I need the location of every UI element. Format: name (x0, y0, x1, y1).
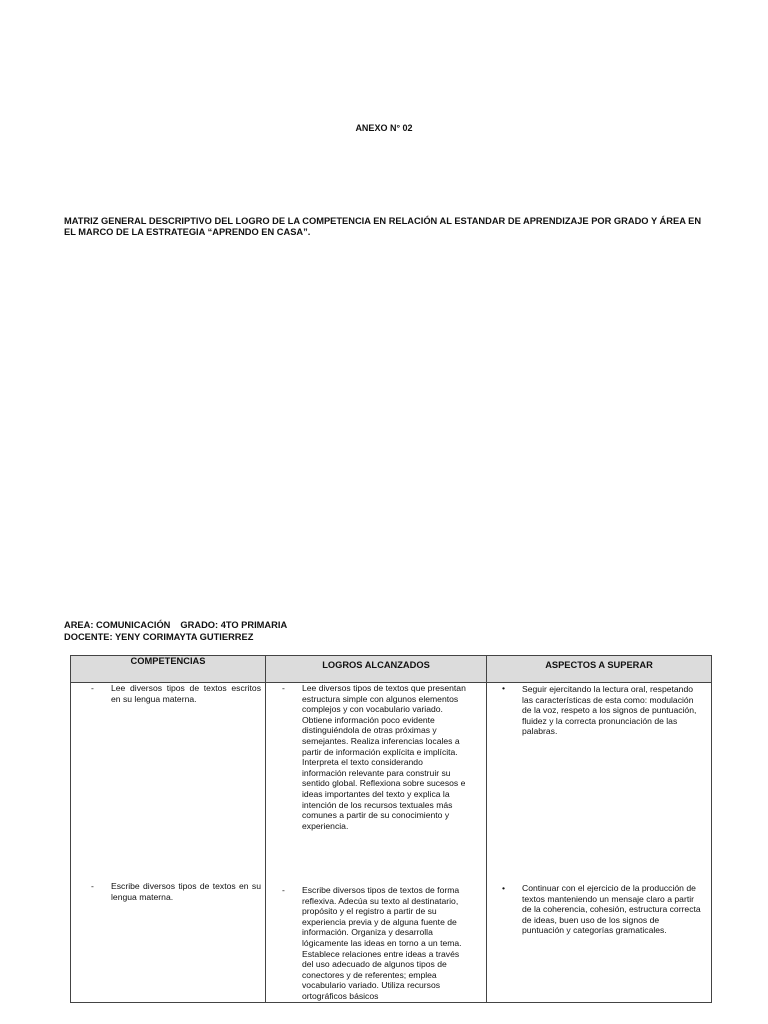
competencias-cell (71, 683, 266, 1003)
table-header-row (71, 656, 712, 683)
improvement-text: Seguir ejercitando la lectura oral, respetando las características de esta como: modulación de la voz, respeto a los signos de puntuación, fluidez y la correcta pronunciación de las palabras. (522, 684, 697, 737)
logros-cell (266, 683, 487, 1003)
grade-label: GRADO: 4TO PRIMARIA (180, 620, 288, 630)
dash-marker: - (91, 683, 94, 693)
dash-marker: - (282, 885, 285, 895)
annex-title: ANEXO N° 02 (355, 123, 413, 133)
bullet-marker: • (502, 883, 506, 893)
achievement-item (282, 869, 466, 1002)
achievement-item (282, 683, 466, 869)
header-aspectos: ASPECTOS A SUPERAR (487, 656, 712, 683)
improvement-item (502, 870, 701, 936)
achievement-text: Escribe diversos tipos de textos de forma reflexiva. Adecúa su texto al destinatario, propósito y el registro a partir de su experiencia previa y de alguna fuente de información. Organiza y desarrolla lógicamente las ideas en torno a un tema. Establece relaciones entre ideas a través del uso adecuado de algunos tipos de conectores y de referentes; emplea vocabulario variado. Utiliza recursos ortográficos básicos (302, 885, 462, 1001)
improvement-text: Continuar con el ejercicio de la producción de textos manteniendo un mensaje claro a partir de la coherencia, cohesión, estructura correcta de ideas, buen uso de los signos de puntuación y categorías gramaticales. (522, 883, 701, 936)
dash-marker: - (91, 881, 94, 891)
competency-text: Lee diversos tipos de textos escritos en su lengua materna. (111, 683, 261, 704)
matrix-title: MATRIZ GENERAL DESCRIPTIVO DEL LOGRO DE LA COMPETENCIA EN RELACIÓN AL ESTANDAR DE APRENDIZAJE POR GRADO Y ÁREA EN EL MARCO DE LA ESTRATEGIA “APRENDO EN CASA”. (64, 216, 702, 237)
table-row (71, 683, 712, 1003)
competency-item (91, 869, 261, 902)
header-logros: LOGROS ALCANZADOS (266, 656, 487, 683)
improvement-item (502, 683, 701, 870)
competency-text: Escribe diversos tipos de textos en su lengua materna. (111, 881, 261, 902)
bullet-marker: • (502, 683, 506, 693)
aspectos-cell (487, 683, 712, 1003)
dash-marker: - (282, 683, 285, 693)
teacher-label: DOCENTE: YENY CORIMAYTA GUTIERREZ (64, 632, 254, 642)
area-grade-line (64, 620, 287, 630)
competency-item (91, 683, 261, 869)
area-label: AREA: COMUNICACIÓN (64, 620, 171, 630)
competency-matrix-table (70, 655, 712, 1003)
header-competencias: COMPETENCIAS (71, 656, 266, 683)
achievement-text: Lee diversos tipos de textos que presentan estructura simple con algunos elementos complejos y con vocabulario variado. Obtiene información poco evidente distinguiéndola de otras próximas y semejantes. Realiza inferencias locales a partir de información explícita e implícita. Interpreta el texto considerando información relevante para construir su sentido global. Reflexiona sobre sucesos e ideas importantes del texto y explica la intención de los recursos textuales más comunes a partir de su conocimiento y experiencia. (302, 683, 466, 831)
